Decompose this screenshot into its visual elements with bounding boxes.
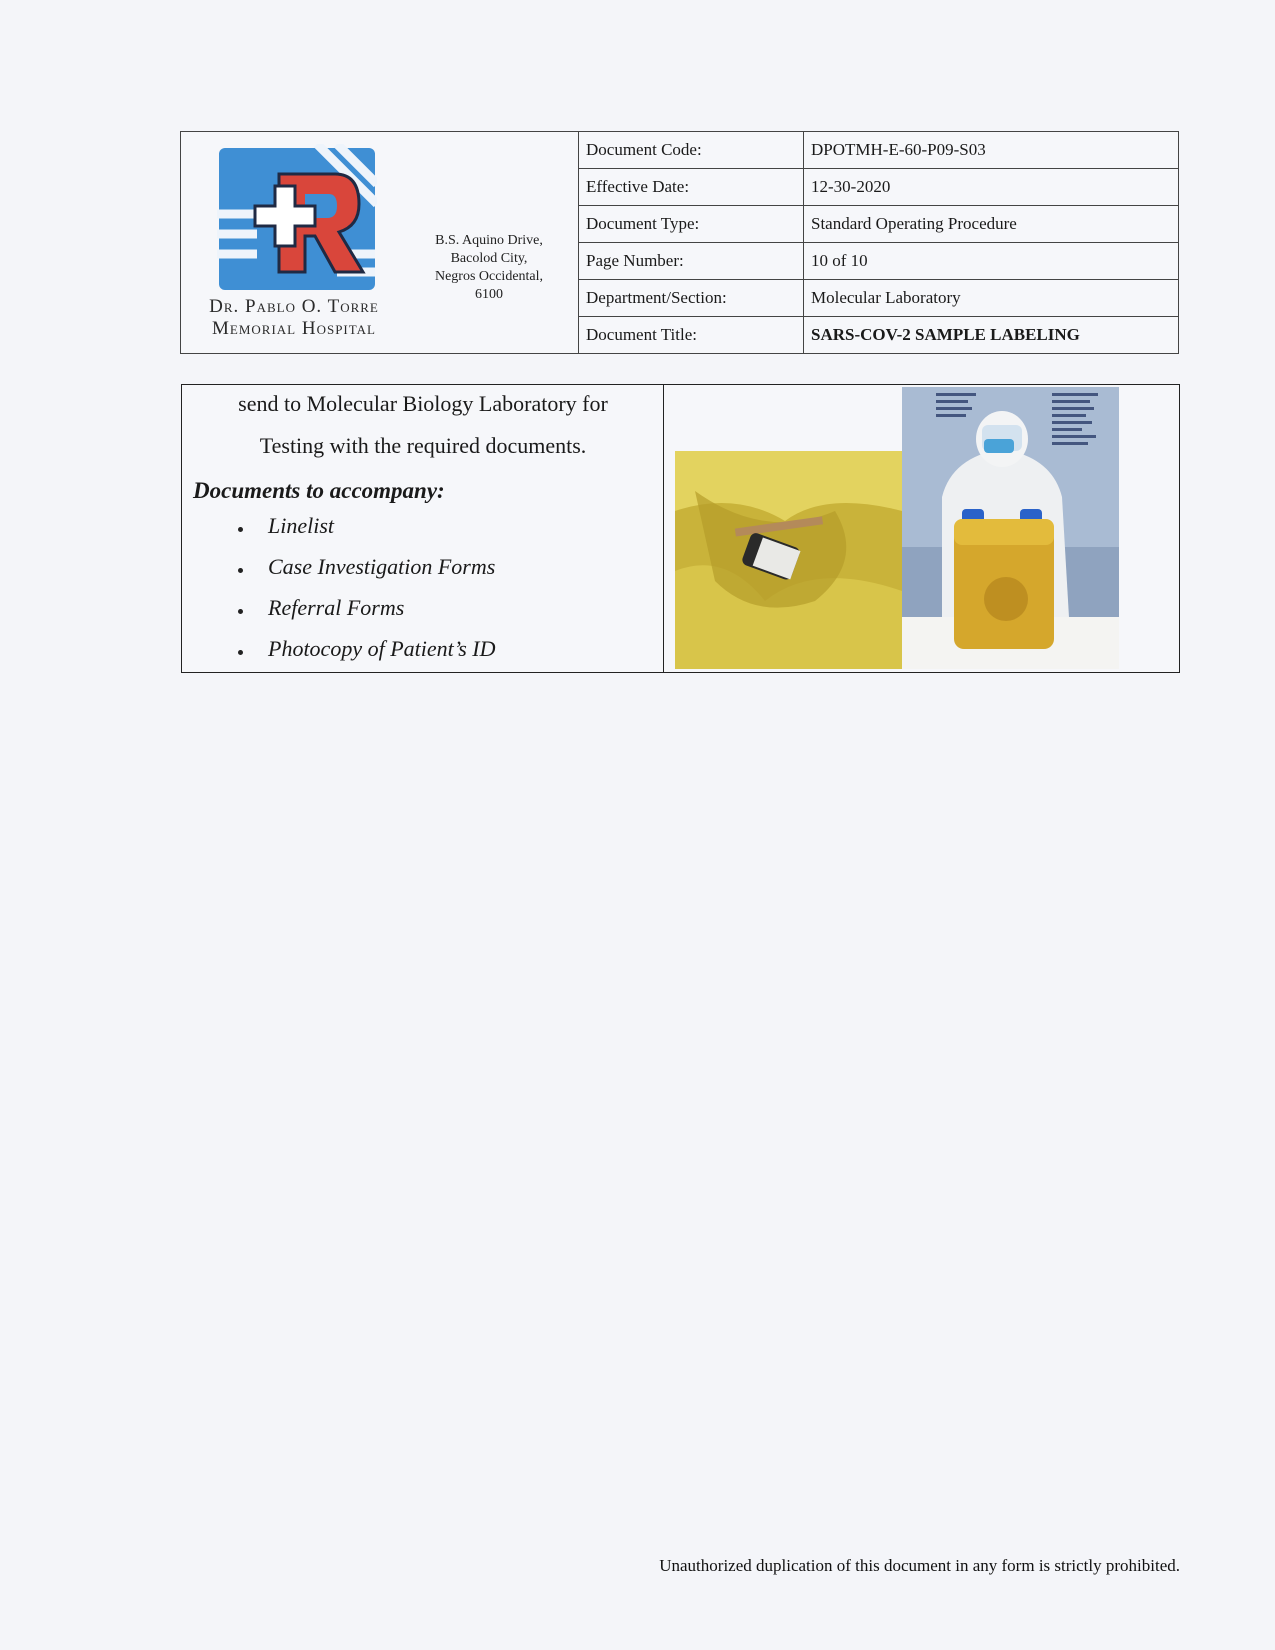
list-item-text: Linelist	[268, 513, 335, 538]
procedure-step-table	[181, 384, 1180, 673]
bullet-icon	[238, 609, 243, 614]
meta-row-document-type	[579, 206, 1178, 243]
documents-heading: Documents to accompany:	[193, 478, 445, 503]
hospital-name-line2: Memorial Hospital	[212, 318, 376, 339]
bullet-icon	[238, 527, 243, 532]
meta-row-effective-date	[579, 169, 1178, 206]
step-text-cell	[182, 385, 664, 672]
step-text-line: Testing with the required documents.	[259, 433, 587, 458]
meta-row-document-code	[579, 132, 1178, 169]
list-item	[182, 595, 664, 636]
meta-label: Department/Section:	[579, 280, 804, 316]
list-item-text: Photocopy of Patient’s ID	[268, 636, 496, 661]
ppe-staff-photo	[902, 387, 1119, 669]
list-item-text: Referral Forms	[268, 595, 405, 620]
list-item	[182, 513, 664, 554]
document-meta-table	[579, 132, 1178, 353]
meta-row-department	[579, 280, 1178, 317]
step-image-cell	[664, 385, 1179, 672]
meta-label: Document Code:	[579, 132, 804, 168]
list-item	[182, 554, 664, 595]
specimen-bag-photo	[675, 451, 902, 669]
address-line: Negros Occidental,	[434, 269, 544, 284]
bullet-icon	[238, 568, 243, 573]
meta-label: Page Number:	[579, 243, 804, 279]
hospital-name-line1: Dr. Pablo O. Torre	[209, 296, 379, 317]
documents-list	[182, 513, 664, 674]
footer-notice: Unauthorized duplication of this document in any form is strictly prohibited.	[659, 1556, 1180, 1575]
meta-label: Effective Date:	[579, 169, 804, 205]
meta-value: 10 of 10	[811, 251, 868, 270]
address-line: B.S. Aquino Drive,	[435, 233, 543, 248]
address-line: Bacolod City,	[450, 251, 528, 266]
list-item	[182, 636, 664, 674]
document-header	[180, 131, 1179, 354]
meta-row-document-title	[579, 317, 1178, 353]
meta-value: Standard Operating Procedure	[811, 214, 1017, 233]
step-text-line: send to Molecular Biology Laboratory for	[238, 391, 608, 416]
hospital-address	[409, 232, 569, 304]
meta-value: 12-30-2020	[811, 177, 891, 196]
meta-row-page-number	[579, 243, 1178, 280]
meta-label: Document Title:	[579, 317, 804, 353]
hospital-cross-r-logo-icon	[217, 144, 377, 294]
meta-value: Molecular Laboratory	[811, 288, 961, 307]
meta-value-title: SARS-COV-2 SAMPLE LABELING	[811, 325, 1080, 344]
meta-label: Document Type:	[579, 206, 804, 242]
address-line: 6100	[475, 287, 503, 302]
list-item-text: Case Investigation Forms	[268, 554, 496, 579]
bullet-icon	[238, 650, 243, 655]
hospital-branding	[181, 132, 579, 353]
hospital-name	[189, 296, 399, 340]
meta-value: DPOTMH-E-60-P09-S03	[811, 140, 986, 159]
